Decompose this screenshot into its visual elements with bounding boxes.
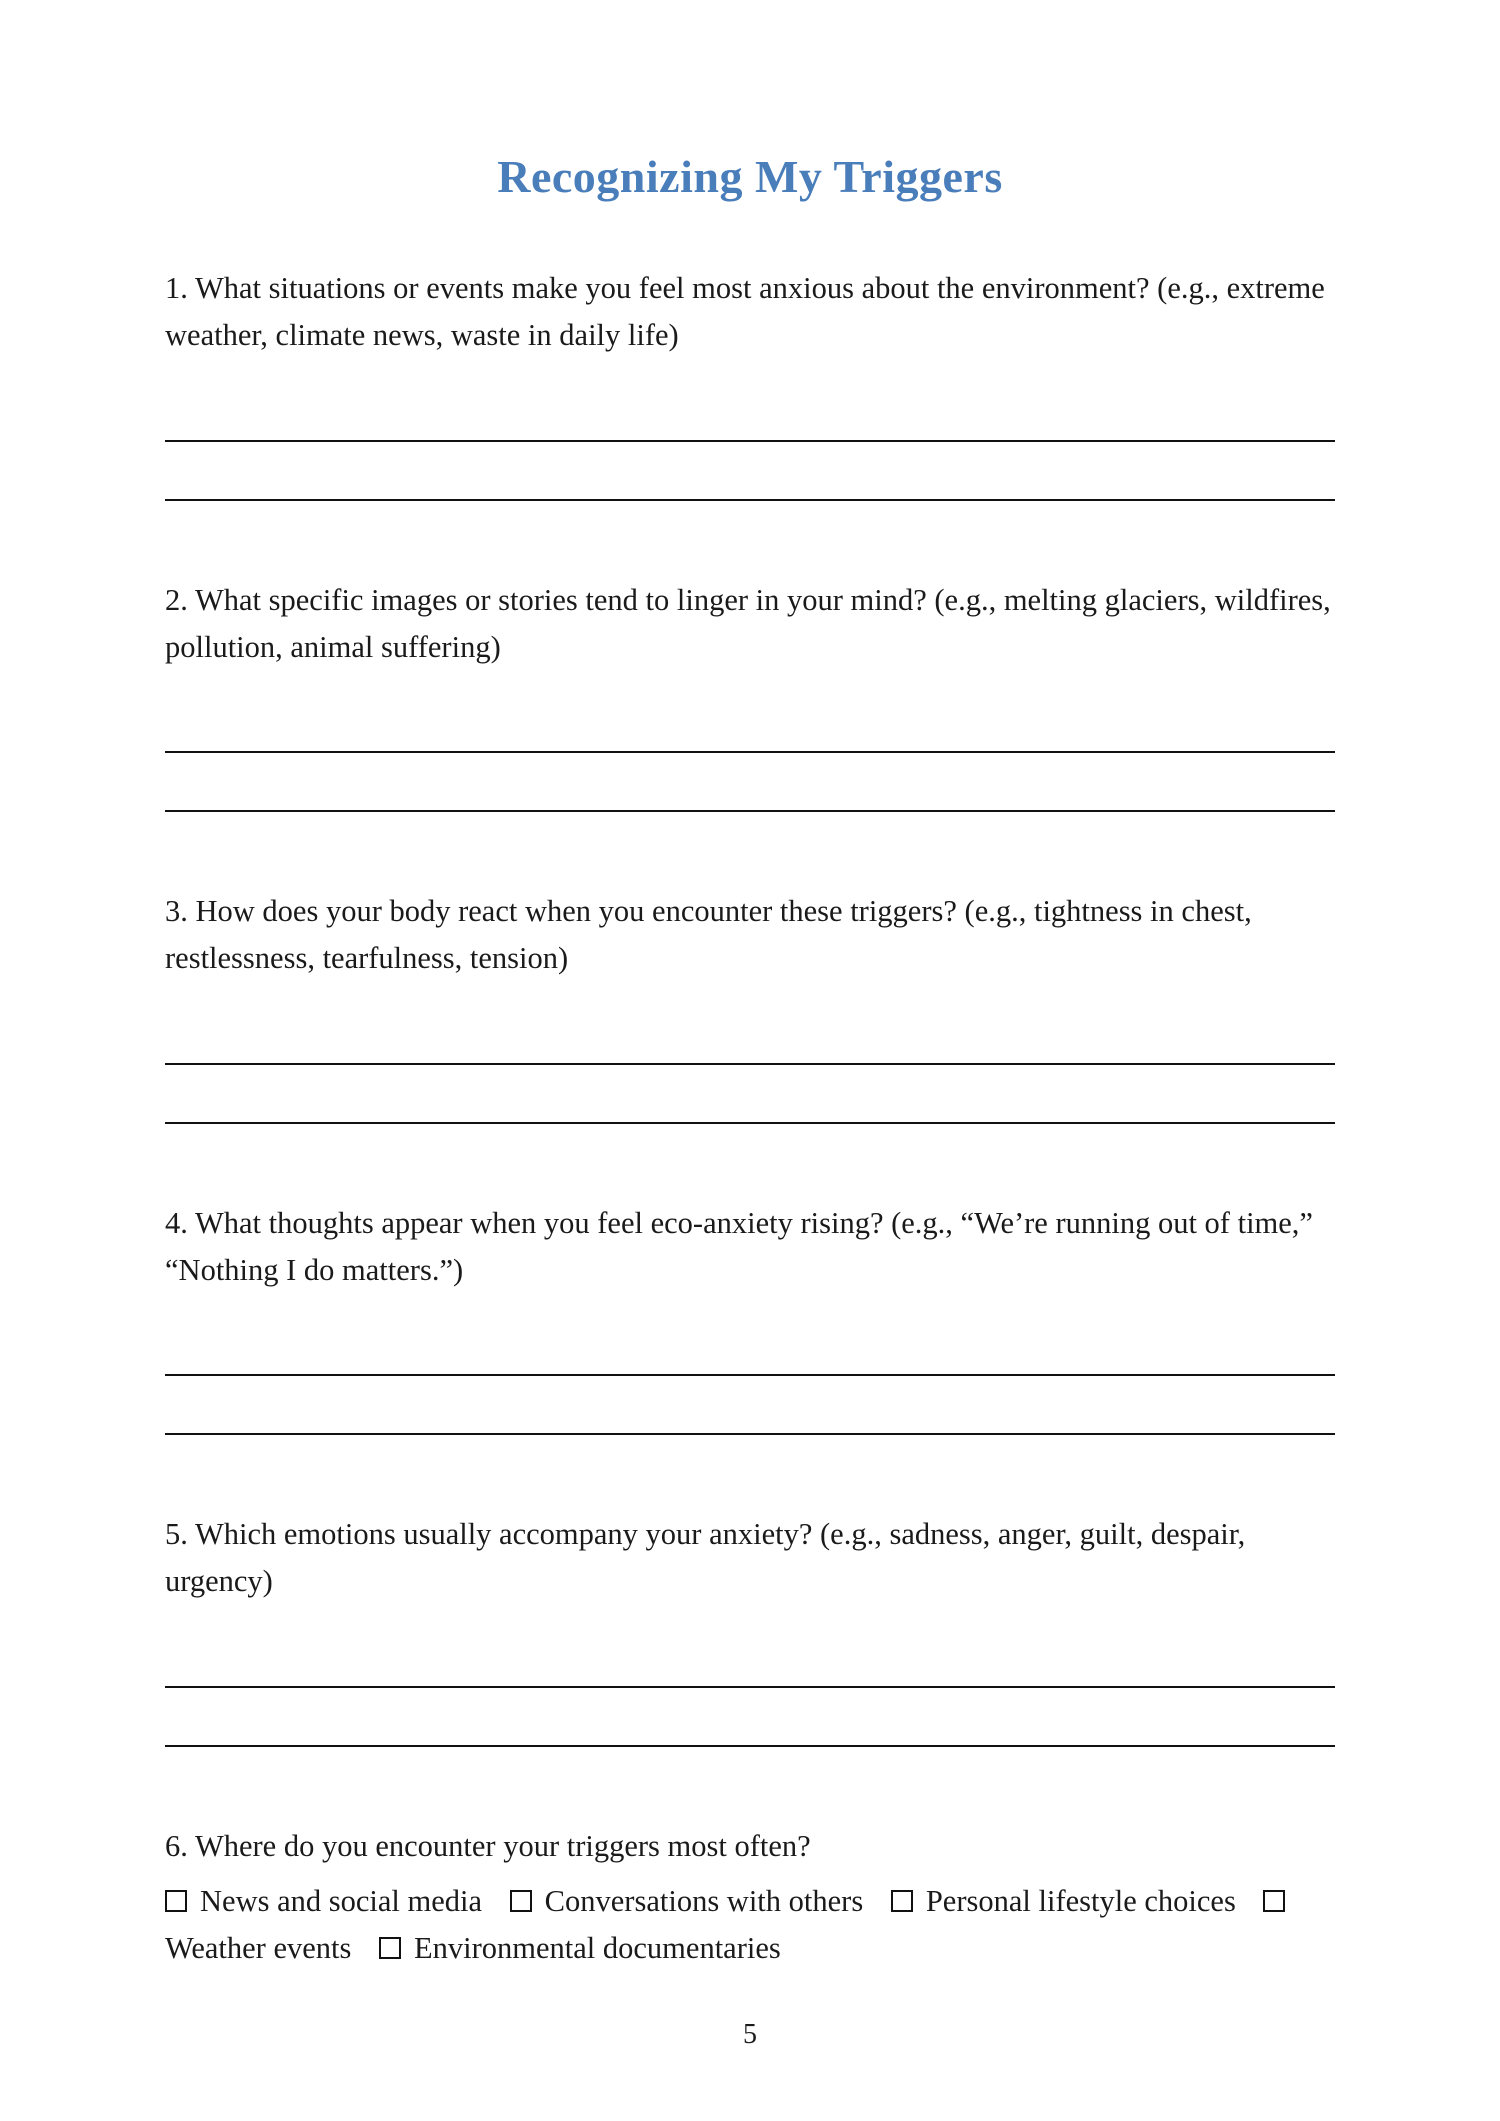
answer-line[interactable] xyxy=(165,499,1335,501)
question-text-6: 6. Where do you encounter your triggers most often? xyxy=(165,1828,811,1863)
answer-area-3 xyxy=(165,1063,1335,1124)
answer-line[interactable] xyxy=(165,440,1335,442)
answer-line[interactable] xyxy=(165,1122,1335,1124)
option-label: Personal lifestyle choices xyxy=(925,1883,1236,1918)
question-text-5: 5. Which emotions usually accompany your anxiety? (e.g., sadness, anger, guilt, despair, urgency) xyxy=(165,1517,1246,1599)
option-news-social-media xyxy=(165,1884,482,1918)
question-block-4 xyxy=(165,1200,1335,1436)
question-text-1: 1. What situations or events make you feel most anxious about the environment? (e.g., extreme weather, climate news, waste in daily life) xyxy=(165,271,1325,353)
answer-line[interactable] xyxy=(165,1433,1335,1435)
answer-line[interactable] xyxy=(165,1063,1335,1065)
question-block-6 xyxy=(165,1823,1335,1973)
option-environmental-documentaries xyxy=(365,1931,781,1965)
checkbox-icon[interactable] xyxy=(165,1890,187,1912)
question-block-1 xyxy=(165,265,1335,501)
question-text-3: 3. How does your body react when you encounter these triggers? (e.g., tightness in chest, restlessness, tearfulness, tension) xyxy=(165,894,1252,976)
question-6-options xyxy=(165,1878,1335,1973)
answer-line[interactable] xyxy=(165,1686,1335,1688)
option-label: Weather events xyxy=(165,1931,352,1966)
question-block-5 xyxy=(165,1511,1335,1747)
page-number: 5 xyxy=(743,2019,757,2050)
checkbox-icon[interactable] xyxy=(1263,1890,1285,1912)
option-label: Conversations with others xyxy=(544,1883,864,1918)
answer-area-2 xyxy=(165,751,1335,812)
answer-area-1 xyxy=(165,440,1335,501)
checkbox-icon[interactable] xyxy=(510,1890,532,1912)
question-text-4: 4. What thoughts appear when you feel eco-anxiety rising? (e.g., “We’re running out of time,” “Nothing I do matters.”) xyxy=(165,1205,1313,1287)
answer-line[interactable] xyxy=(165,1374,1335,1376)
answer-line[interactable] xyxy=(165,1745,1335,1747)
question-block-2 xyxy=(165,577,1335,813)
answer-area-5 xyxy=(165,1686,1335,1747)
page-title: Recognizing My Triggers xyxy=(497,151,1003,202)
answer-line[interactable] xyxy=(165,751,1335,753)
option-label: News and social media xyxy=(200,1883,483,1918)
answer-area-4 xyxy=(165,1374,1335,1435)
checkbox-icon[interactable] xyxy=(379,1937,401,1959)
checkbox-icon[interactable] xyxy=(891,1890,913,1912)
option-label: Environmental documentaries xyxy=(414,1931,781,1966)
question-text-2: 2. What specific images or stories tend to linger in your mind? (e.g., melting glaciers, wildfires, pollution, animal suffering) xyxy=(165,582,1331,664)
answer-line[interactable] xyxy=(165,810,1335,812)
option-personal-lifestyle xyxy=(877,1884,1236,1918)
question-block-3 xyxy=(165,888,1335,1124)
option-conversations xyxy=(496,1884,864,1918)
